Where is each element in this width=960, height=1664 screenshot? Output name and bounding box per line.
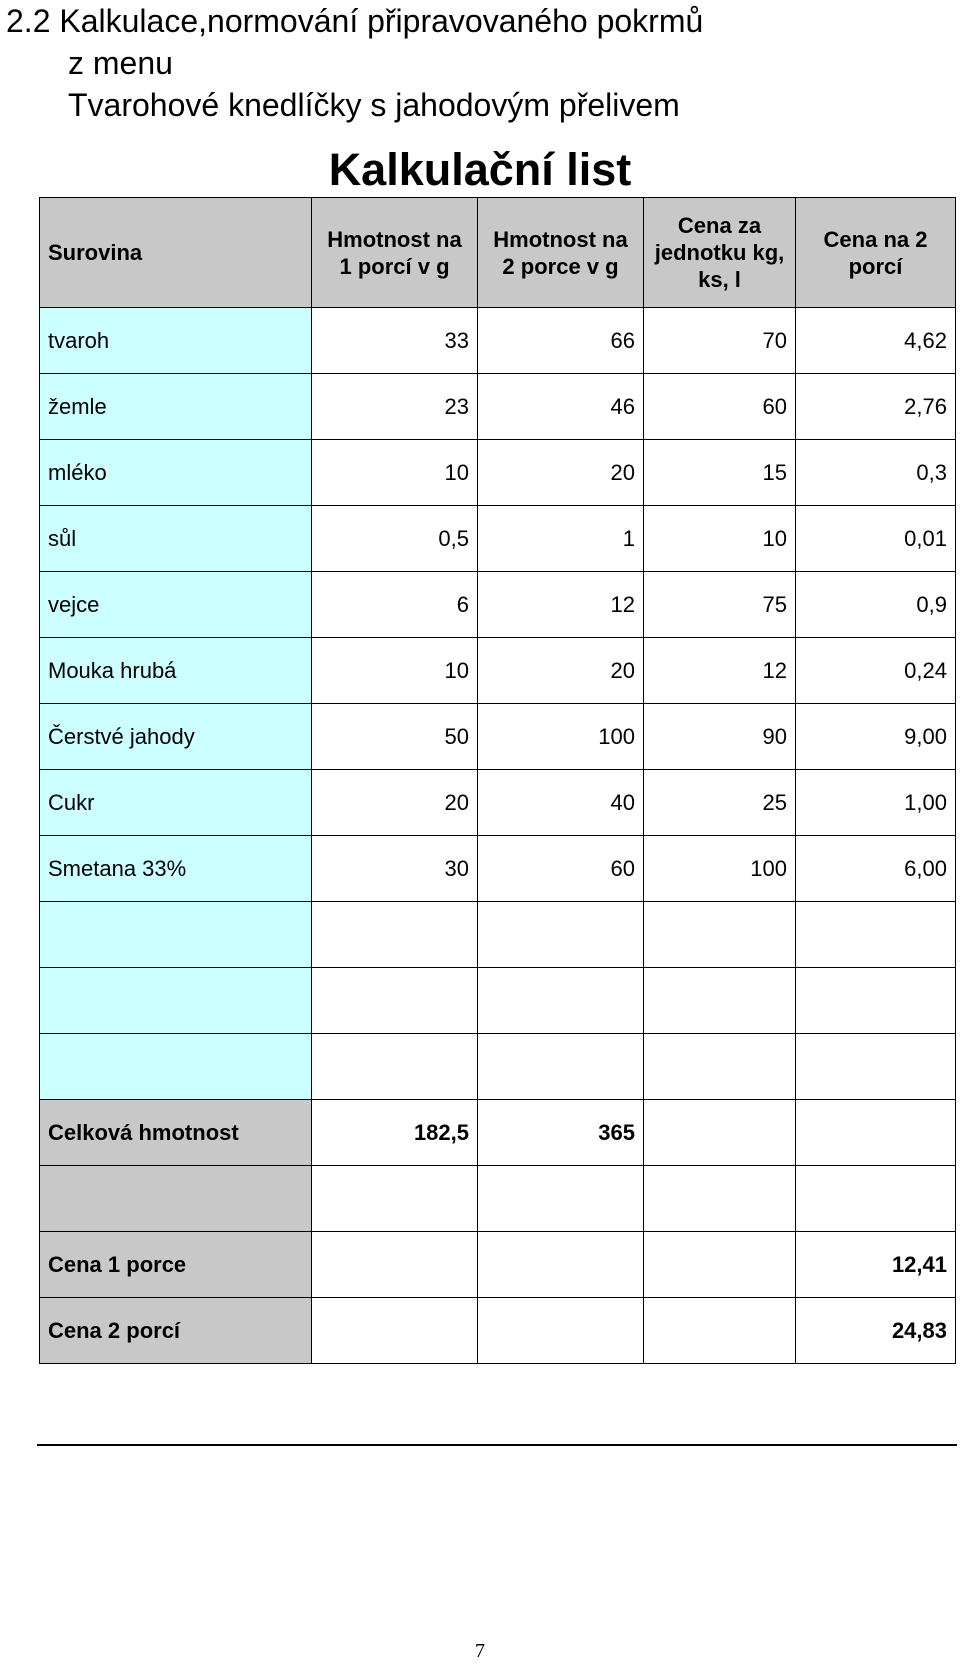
weight-1-cell: 50 bbox=[312, 704, 478, 770]
empty-cell bbox=[478, 1298, 644, 1364]
weight-2-cell: 66 bbox=[478, 308, 644, 374]
unit-price-cell: 10 bbox=[644, 506, 796, 572]
table-header-row bbox=[40, 198, 956, 308]
empty-cell bbox=[796, 968, 956, 1034]
price-2-cell: 0,9 bbox=[796, 572, 956, 638]
ingredient-cell: Smetana 33% bbox=[40, 836, 312, 902]
weight-1-cell: 30 bbox=[312, 836, 478, 902]
unit-price-cell: 70 bbox=[644, 308, 796, 374]
header-price-2: Cena na 2 porcí bbox=[796, 198, 956, 308]
heading-line-1: 2.2 Kalkulace,normování připravovaného pokrmů bbox=[6, 3, 704, 39]
ingredient-cell: Čerstvé jahody bbox=[40, 704, 312, 770]
empty-cell bbox=[478, 902, 644, 968]
price-1-portion-value: 12,41 bbox=[796, 1232, 956, 1298]
empty-cell bbox=[644, 1100, 796, 1166]
header-unit-price: Cena za jednotku kg, ks, l bbox=[644, 198, 796, 308]
price-2-cell: 6,00 bbox=[796, 836, 956, 902]
price-1-portion-label: Cena 1 porce bbox=[40, 1232, 312, 1298]
weight-2-cell: 100 bbox=[478, 704, 644, 770]
empty-cell bbox=[644, 1232, 796, 1298]
table-row-empty bbox=[40, 1166, 956, 1232]
weight-2-cell: 1 bbox=[478, 506, 644, 572]
empty-cell bbox=[40, 1034, 312, 1100]
empty-cell bbox=[796, 1166, 956, 1232]
empty-cell bbox=[312, 1298, 478, 1364]
weight-1-cell: 23 bbox=[312, 374, 478, 440]
price-2-cell: 4,62 bbox=[796, 308, 956, 374]
table-row bbox=[40, 440, 956, 506]
price-2-cell: 2,76 bbox=[796, 374, 956, 440]
table-row-empty bbox=[40, 968, 956, 1034]
empty-cell bbox=[478, 1166, 644, 1232]
weight-2-cell: 60 bbox=[478, 836, 644, 902]
weight-2-cell: 40 bbox=[478, 770, 644, 836]
empty-cell bbox=[796, 1100, 956, 1166]
table-row bbox=[40, 770, 956, 836]
unit-price-cell: 100 bbox=[644, 836, 796, 902]
weight-2-cell: 20 bbox=[478, 638, 644, 704]
empty-cell bbox=[478, 1034, 644, 1100]
ingredient-cell: Mouka hrubá bbox=[40, 638, 312, 704]
empty-cell bbox=[312, 968, 478, 1034]
price-2-cell: 9,00 bbox=[796, 704, 956, 770]
empty-cell bbox=[312, 1232, 478, 1298]
unit-price-cell: 75 bbox=[644, 572, 796, 638]
empty-cell bbox=[644, 1034, 796, 1100]
total-weight-2: 365 bbox=[478, 1100, 644, 1166]
ingredient-cell: Cukr bbox=[40, 770, 312, 836]
weight-1-cell: 33 bbox=[312, 308, 478, 374]
price-2-cell: 0,01 bbox=[796, 506, 956, 572]
empty-cell bbox=[478, 968, 644, 1034]
empty-cell bbox=[40, 1166, 312, 1232]
header-weight-2: Hmotnost na 2 porce v g bbox=[478, 198, 644, 308]
ingredient-cell: sůl bbox=[40, 506, 312, 572]
heading-line-3: Tvarohové knedlíčky s jahodovým přelivem bbox=[68, 87, 680, 123]
weight-1-cell: 10 bbox=[312, 638, 478, 704]
weight-1-cell: 6 bbox=[312, 572, 478, 638]
unit-price-cell: 12 bbox=[644, 638, 796, 704]
table-row bbox=[40, 374, 956, 440]
page-number: 7 bbox=[475, 1640, 485, 1662]
weight-2-cell: 12 bbox=[478, 572, 644, 638]
table-row bbox=[40, 704, 956, 770]
ingredient-cell: vejce bbox=[40, 572, 312, 638]
empty-cell bbox=[644, 902, 796, 968]
header-weight-1: Hmotnost na 1 porcí v g bbox=[312, 198, 478, 308]
empty-cell bbox=[312, 1166, 478, 1232]
price-2-cell: 1,00 bbox=[796, 770, 956, 836]
empty-cell bbox=[312, 1034, 478, 1100]
price-2-portions-value: 24,83 bbox=[796, 1298, 956, 1364]
unit-price-cell: 90 bbox=[644, 704, 796, 770]
price-1-portion-row bbox=[40, 1232, 956, 1298]
footer-rule bbox=[37, 1444, 957, 1446]
empty-cell bbox=[644, 1166, 796, 1232]
empty-cell bbox=[644, 1298, 796, 1364]
weight-2-cell: 20 bbox=[478, 440, 644, 506]
header-ingredient: Surovina bbox=[40, 198, 312, 308]
ingredient-cell: mléko bbox=[40, 440, 312, 506]
total-weight-1: 182,5 bbox=[312, 1100, 478, 1166]
price-2-portions-label: Cena 2 porcí bbox=[40, 1298, 312, 1364]
price-2-cell: 0,3 bbox=[796, 440, 956, 506]
unit-price-cell: 60 bbox=[644, 374, 796, 440]
table-row bbox=[40, 506, 956, 572]
empty-cell bbox=[478, 1232, 644, 1298]
table-row-empty bbox=[40, 1034, 956, 1100]
weight-1-cell: 0,5 bbox=[312, 506, 478, 572]
price-2-portions-row bbox=[40, 1298, 956, 1364]
table-row bbox=[40, 308, 956, 374]
empty-cell bbox=[796, 902, 956, 968]
empty-cell bbox=[40, 968, 312, 1034]
table-row bbox=[40, 836, 956, 902]
heading-line-2: z menu bbox=[68, 45, 173, 81]
weight-1-cell: 10 bbox=[312, 440, 478, 506]
table-row bbox=[40, 638, 956, 704]
total-weight-row bbox=[40, 1100, 956, 1166]
price-2-cell: 0,24 bbox=[796, 638, 956, 704]
total-weight-label: Celková hmotnost bbox=[40, 1100, 312, 1166]
calculation-table bbox=[39, 197, 956, 1364]
weight-1-cell: 20 bbox=[312, 770, 478, 836]
empty-cell bbox=[40, 902, 312, 968]
page-title: Kalkulační list bbox=[328, 144, 632, 195]
ingredient-cell: žemle bbox=[40, 374, 312, 440]
unit-price-cell: 15 bbox=[644, 440, 796, 506]
empty-cell bbox=[796, 1034, 956, 1100]
unit-price-cell: 25 bbox=[644, 770, 796, 836]
document-heading bbox=[6, 0, 946, 126]
empty-cell bbox=[312, 902, 478, 968]
table-row bbox=[40, 572, 956, 638]
empty-cell bbox=[644, 968, 796, 1034]
ingredient-cell: tvaroh bbox=[40, 308, 312, 374]
weight-2-cell: 46 bbox=[478, 374, 644, 440]
table-row-empty bbox=[40, 902, 956, 968]
